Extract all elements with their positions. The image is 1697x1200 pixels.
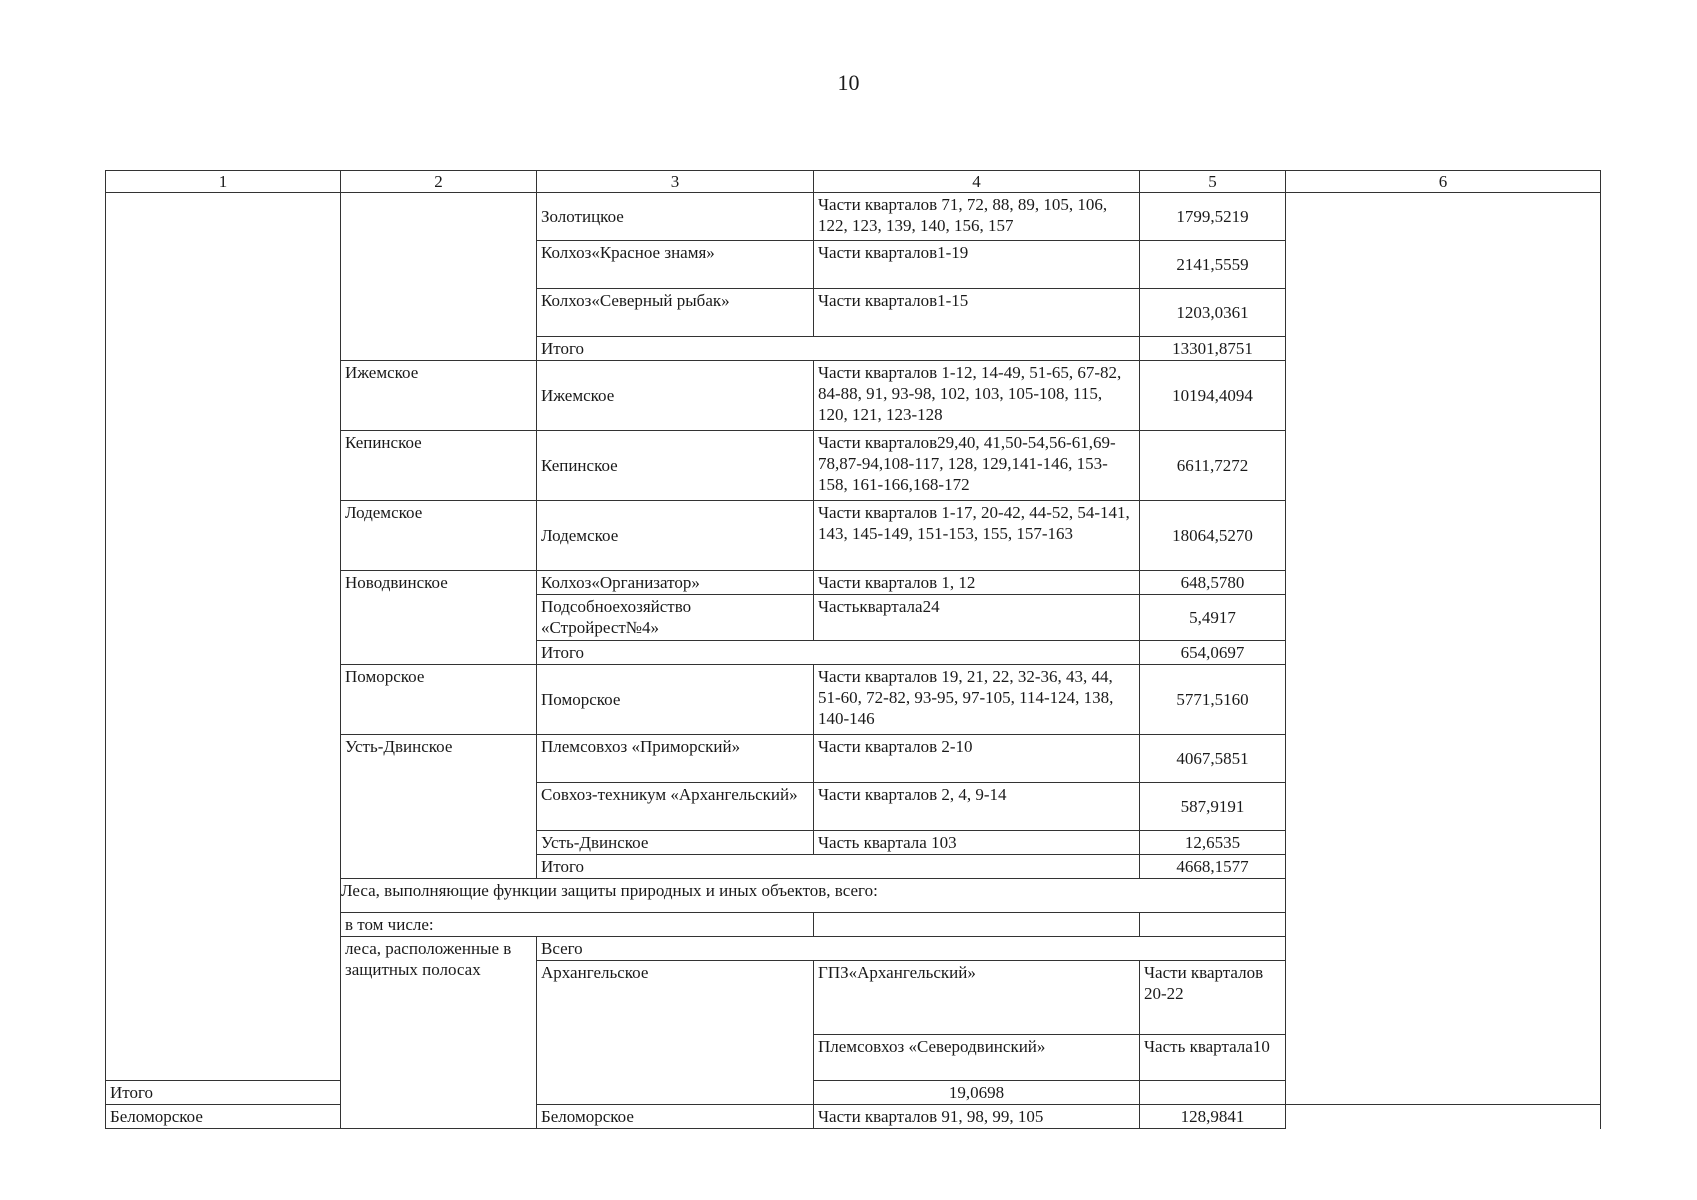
area-cell: 18064,5270 — [1140, 501, 1286, 571]
including-label: в том числе: — [341, 913, 814, 937]
area-cell: 128,9841 — [1140, 1105, 1286, 1129]
category-total-label: Всего — [537, 937, 1286, 961]
quarters-cell: Часть квартала10 — [1140, 1035, 1286, 1081]
empty-cell — [814, 913, 1140, 937]
column-header: 1 — [106, 171, 341, 193]
forestry-name: Колхоз«Организатор» — [537, 571, 814, 595]
forestry-name: Племсовхоз «Северодвинский» — [814, 1035, 1140, 1081]
quarters-cell: Части кварталов 1-17, 20-42, 44-52, 54-141, 143, 145-149, 151-153, 155, 157-163 — [814, 501, 1140, 571]
forestry-name: Ижемское — [537, 361, 814, 431]
quarters-cell: Части кварталов 2, 4, 9-14 — [814, 783, 1140, 831]
forestry-name: Совхоз-техникум «Архангельский» — [537, 783, 814, 831]
district-name: Лодемское — [341, 501, 537, 571]
forestry-name: Племсовхоз «Приморский» — [537, 735, 814, 783]
table-header-row — [106, 171, 1601, 193]
quarters-cell: Часть квартала 103 — [814, 831, 1140, 855]
quarters-cell: Части кварталов29,40, 41,50-54,56-61,69-78,87-94,108-117, 128, 129,141-146, 153-158, 161-166,168-172 — [814, 431, 1140, 501]
area-cell: 12,6535 — [1140, 831, 1286, 855]
quarters-cell: Части кварталов 1-12, 14-49, 51-65, 67-82, 84-88, 91, 93-98, 102, 103, 105-108, 115, 120, 121, 123-128 — [814, 361, 1140, 431]
total-label: Итого — [537, 337, 1140, 361]
category-name: леса, расположенные в защитных полосах — [341, 937, 537, 1129]
quarters-cell: Частьквартала24 — [814, 595, 1140, 641]
area-cell: 1799,5219 — [1140, 193, 1286, 241]
page-number: 10 — [837, 70, 860, 95]
forestry-name: Поморское — [537, 665, 814, 735]
quarters-cell: Части кварталов 1, 12 — [814, 571, 1140, 595]
area-cell: 648,5780 — [1140, 571, 1286, 595]
forestry-name: Лодемское — [537, 501, 814, 571]
table-row — [106, 1105, 1601, 1129]
area-cell: 10194,4094 — [1140, 361, 1286, 431]
column-header: 5 — [1140, 171, 1286, 193]
note-cell-empty — [1286, 193, 1601, 1105]
district-name: Кепинское — [341, 431, 537, 501]
district-name: Ижемское — [341, 361, 537, 431]
district-name: Архангельское — [537, 961, 814, 1105]
total-label: Итого — [537, 641, 1140, 665]
quarters-cell: Части кварталов1-19 — [814, 241, 1140, 289]
quarters-cell: Части кварталов 2-10 — [814, 735, 1140, 783]
district-name: Поморское — [341, 665, 537, 735]
forestry-name: Колхоз«Красное знамя» — [537, 241, 814, 289]
quarters-cell: Части кварталов 91, 98, 99, 105 — [814, 1105, 1140, 1129]
quarters-cell: Части кварталов 71, 72, 88, 89, 105, 106, 122, 123, 139, 140, 156, 157 — [814, 193, 1140, 241]
forest-table — [105, 170, 1601, 1129]
column-header: 6 — [1286, 171, 1601, 193]
column-header: 3 — [537, 171, 814, 193]
forestry-name: Золотицкое — [537, 193, 814, 241]
forestry-name: Кепинское — [537, 431, 814, 501]
forestry-name: Подсобноехозяйство «Стройрест№4» — [537, 595, 814, 641]
area-cell: 2141,5559 — [1140, 241, 1286, 289]
table-row — [106, 193, 1601, 241]
grand-total-label: Леса, выполняющие функции защиты природных и иных объектов, всего: — [341, 879, 1286, 913]
district-cell-empty — [341, 193, 537, 361]
total-label: Итого — [106, 1081, 537, 1105]
area-cell: 6611,7272 — [1140, 431, 1286, 501]
total-area: 4668,1577 — [1140, 855, 1286, 879]
empty-cell — [1140, 913, 1286, 937]
total-area: 19,0698 — [814, 1081, 1140, 1105]
quarters-cell: Части кварталов 19, 21, 22, 32-36, 43, 44, 51-60, 72-82, 93-95, 97-105, 114-124, 138, 140-146 — [814, 665, 1140, 735]
area-cell: 587,9191 — [1140, 783, 1286, 831]
area-cell: 4067,5851 — [1140, 735, 1286, 783]
district-name: Новодвинское — [341, 571, 537, 665]
forestry-name: Усть-Двинское — [537, 831, 814, 855]
column-header: 4 — [814, 171, 1140, 193]
total-label: Итого — [537, 855, 1140, 879]
total-area: 13301,8751 — [1140, 337, 1286, 361]
column-header: 2 — [341, 171, 537, 193]
forestry-name: ГПЗ«Архангельский» — [814, 961, 1140, 1035]
district-name: Беломорское — [106, 1105, 341, 1129]
area-cell: 5771,5160 — [1140, 665, 1286, 735]
quarters-cell: Части кварталов 20-22 — [1140, 961, 1286, 1035]
category-cell-empty — [106, 193, 341, 1081]
area-cell: 1203,0361 — [1140, 289, 1286, 337]
quarters-cell: Части кварталов1-15 — [814, 289, 1140, 337]
area-cell: 5,4917 — [1140, 595, 1286, 641]
forestry-name: Беломорское — [537, 1105, 814, 1129]
forestry-name: Колхоз«Северный рыбак» — [537, 289, 814, 337]
total-area: 654,0697 — [1140, 641, 1286, 665]
district-name: Усть-Двинское — [341, 735, 537, 879]
